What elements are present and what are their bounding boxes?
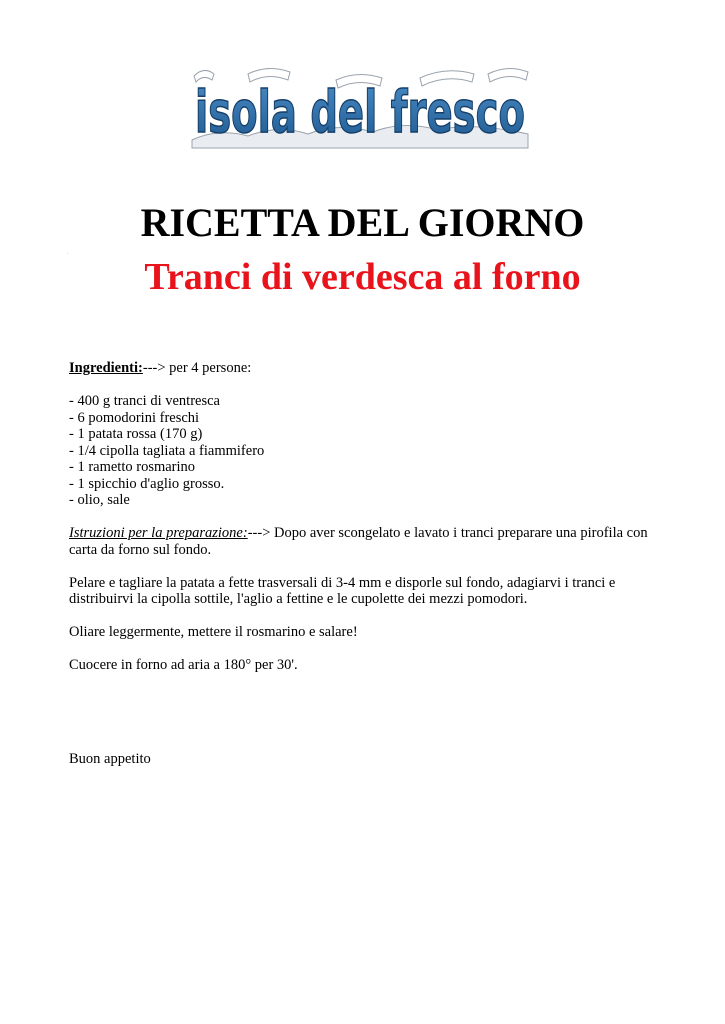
recipe-body: [69, 360, 659, 674]
instructions-label: Istruzioni per la preparazione:: [69, 525, 248, 541]
logo-graphic: [188, 62, 533, 152]
ingredients-intro: ---> per 4 persone:: [142, 360, 252, 376]
ingredient-item: - 1/4 cipolla tagliata a fiammifero: [69, 442, 265, 459]
instructions-intro-paragraph: [69, 525, 659, 558]
ingredient-item: - olio, sale: [69, 492, 130, 508]
instructions-intro: ---> Dopo aver scongelato e lavato i tranci preparare una pirofila con carta da forno sul fondo.: [69, 525, 648, 558]
sign-off: Buon appetito: [69, 751, 151, 767]
ingredient-item: - 1 patata rossa (170 g): [69, 426, 203, 442]
ingredients-label: Ingredienti:: [69, 360, 143, 376]
instruction-step: Pelare e tagliare la patata a fette trasversali di 3-4 mm e disporle sul fondo, adagiarvi i tranci e distribuirvi la cipolla sottile, l'aglio a fettine e le cupolette dei mezzi pomodori.: [69, 574, 616, 607]
ingredients-heading: [69, 360, 659, 377]
brand-logo: [188, 62, 533, 152]
ingredient-item: - 400 g tranci di ventresca: [69, 393, 220, 409]
logo-text: isola del fresco: [195, 78, 525, 146]
ingredient-item: - 6 pomodorini freschi: [69, 409, 200, 426]
ingredient-item: - 1 spicchio d'aglio grosso.: [69, 475, 225, 492]
page-title: RICETTA DEL GIORNO: [140, 200, 585, 245]
ingredients-list: [69, 393, 659, 509]
instruction-step: Cuocere in forno ad aria a 180° per 30'.: [69, 657, 298, 673]
ingredient-item: - 1 rametto rosmarino: [69, 459, 196, 475]
instruction-step: Oliare leggermente, mettere il rosmarino e salare!: [69, 624, 358, 640]
recipe-title: Tranci di verdesca al forno: [144, 256, 581, 298]
stray-mark: .: [67, 250, 69, 256]
